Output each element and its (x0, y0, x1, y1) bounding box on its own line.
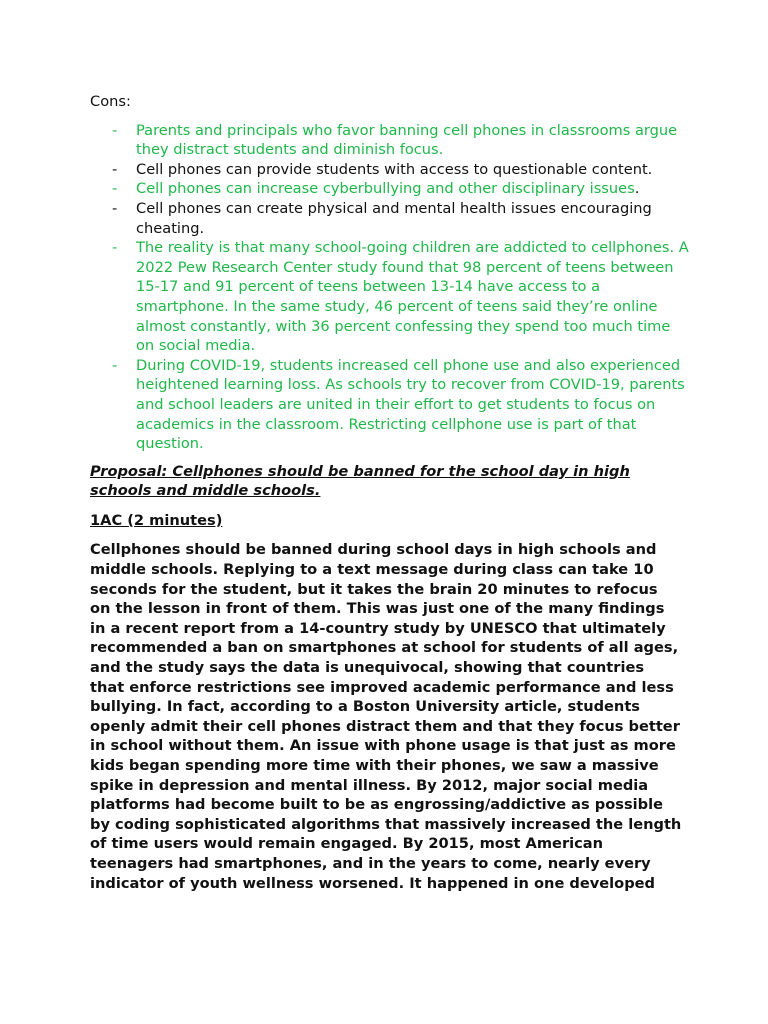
cons-item-4 (90, 199, 690, 238)
cons-item-text: Cell phones can increase cyberbullying and other disciplinary issues (136, 180, 635, 198)
cons-item-3 (90, 179, 690, 199)
cons-item-2 (90, 160, 690, 180)
section-title: 1AC (2 minutes) (90, 511, 223, 529)
cons-item-5 (90, 238, 690, 356)
cons-list (90, 121, 690, 454)
bullet-dash: - (112, 356, 118, 374)
cons-heading: Cons: (90, 93, 131, 110)
cons-item-text: Cell phones can create physical and mental health issues encouraging cheating. (136, 199, 652, 237)
cons-item-text: The reality is that many school-going children are addicted to cellphones. A 2022 Pew Research Center study found that 98 percent of teens between 15-17 and 91 percent of teens between 13-14 have access to a smartphone. In the same study, 46 percent of teens said they’re online almost constantly, with 36 percent confessing they spend too much time on social media. (136, 239, 689, 355)
bullet-dash: - (112, 180, 118, 198)
cons-item-text: Parents and principals who favor banning cell phones in classrooms argue they distract students and diminish focus. (136, 121, 678, 159)
cons-item-6 (90, 356, 690, 454)
cons-item-text: Cell phones can provide students with access to questionable content. (136, 160, 653, 178)
proposal-statement: Proposal: Cellphones should be banned for the school day in high schools and middle schools. (90, 462, 630, 500)
bullet-dash: - (112, 121, 118, 139)
cons-item-1 (90, 121, 690, 160)
bullet-dash: - (112, 160, 118, 178)
document-page (90, 92, 690, 893)
section-body: Cellphones should be banned during school days in high schools and middle schools. Replying to a text message during class can take 10 seconds for the student, but it takes the brain 20 minutes to refocus on the lesson in front of them. This was just one of the many findings in a recent report from a 14-country study by UNESCO that ultimately recommended a ban on smartphones at school for students of all ages, and the study says the data is unequivocal, showing that countries that enforce restrictions see improved academic performance and less bullying. In fact, according to a Boston University article, students openly admit their cell phones distract them and that they focus better in school without them. An issue with phone usage is that just as more kids began spending more time with their phones, we saw a massive spike in depression and mental illness. By 2012, major social media platforms had become built to be as engrossing/addictive as possible by coding sophisticated algorithms that massively increased the length of time users would remain engaged. By 2015, most American teenagers had smartphones, and in the years to come, nearly every indicator of youth wellness worsened. It happened in one developed (90, 541, 682, 892)
bullet-dash: - (112, 199, 118, 217)
bullet-dash: - (112, 239, 118, 257)
cons-item-suffix: . (634, 180, 640, 198)
cons-item-text: During COVID-19, students increased cell phone use and also experienced heightened learning loss. As schools try to recover from COVID-19, parents and school leaders are united in their effort to get students to focus on academics in the classroom. Restricting cellphone use is part of that question. (136, 356, 685, 453)
